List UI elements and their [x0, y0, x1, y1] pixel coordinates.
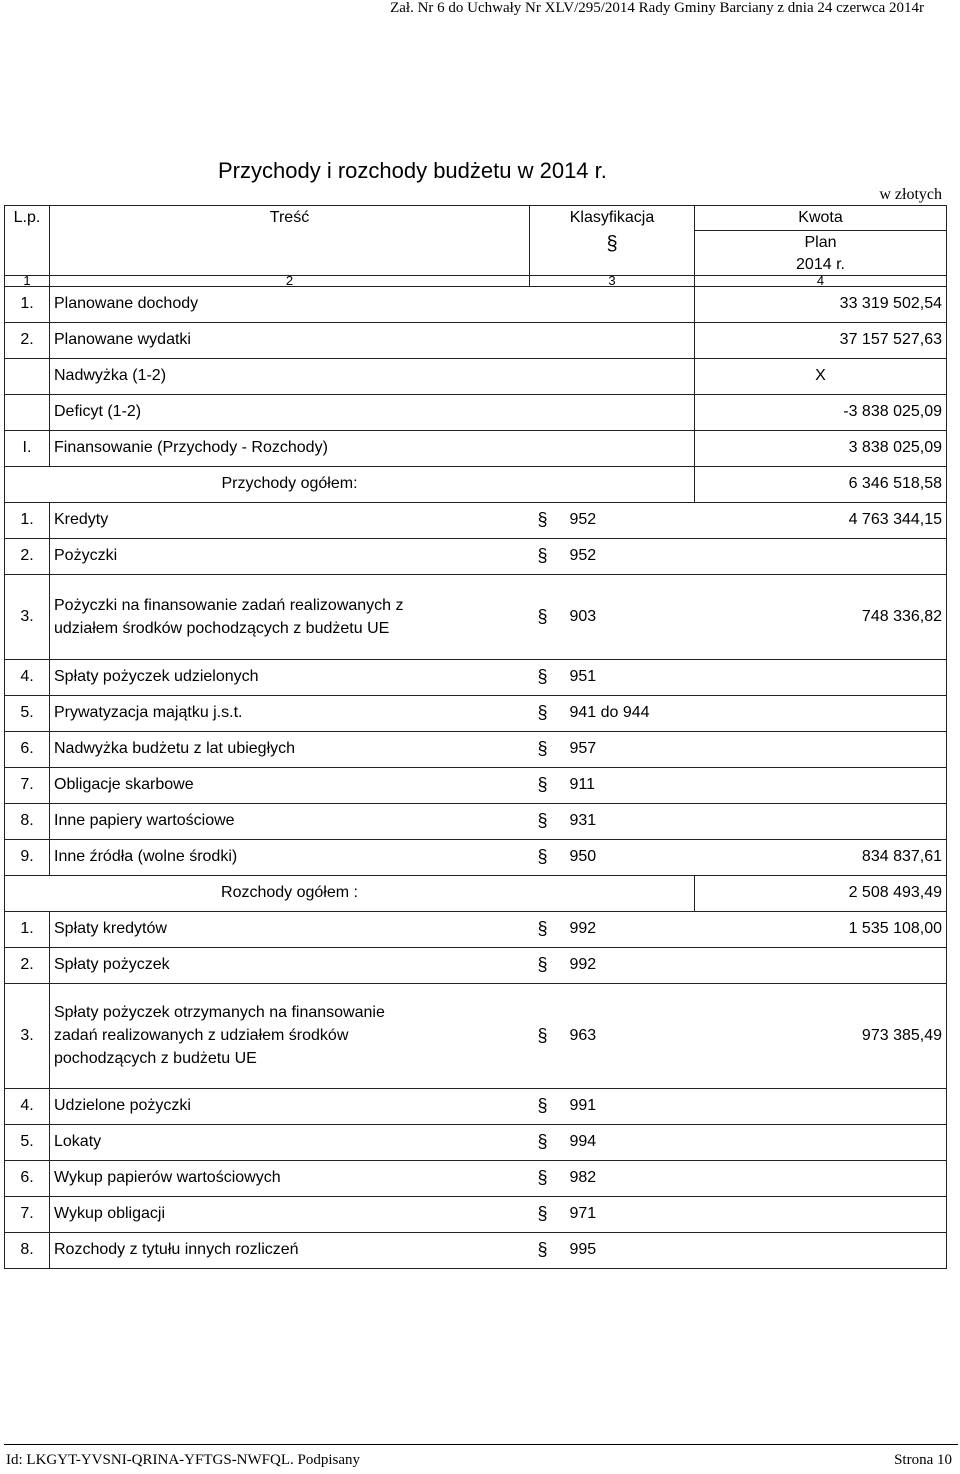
- row-kwota: [695, 1088, 947, 1124]
- row-lp: [5, 394, 50, 430]
- row-klasyfikacja: [530, 1088, 695, 1124]
- row-klasyfikacja: [530, 911, 695, 947]
- header-year: 2014 r.: [695, 256, 947, 276]
- przychody-label: Przychody ogółem:: [50, 466, 530, 502]
- section-symbol: §: [537, 666, 548, 687]
- row-kwota: [695, 1124, 947, 1160]
- row-tresc: [50, 983, 530, 1088]
- row-kwota: 37 157 527,63: [695, 322, 947, 358]
- column-number: 3: [530, 275, 695, 286]
- row-kwota: 33 319 502,54: [695, 286, 947, 322]
- row-klasyfikacja: [530, 839, 695, 875]
- section-symbol: §: [537, 774, 548, 795]
- row-kwota: [695, 731, 947, 767]
- table-row: [5, 1160, 947, 1196]
- header-cell: [50, 256, 530, 276]
- row-klasyfikacja: [530, 358, 695, 394]
- page-title: Przychody i rozchody budżetu w 2014 r.: [218, 158, 607, 183]
- row-klasyfikacja: [530, 695, 695, 731]
- unit-note: w złotych: [879, 186, 942, 203]
- row-kwota: X: [695, 358, 947, 394]
- budget-table: [4, 205, 947, 1269]
- row-kwota: [695, 1232, 947, 1268]
- rozchody-total-row: [5, 875, 947, 911]
- row-lp: 5.: [5, 695, 50, 731]
- row-tresc: Kredyty: [50, 502, 530, 538]
- row-tresc-line: Pożyczki na finansowanie zadań realizowanych z: [54, 596, 404, 614]
- footer-page-number: Strona 10: [894, 1452, 952, 1468]
- row-lp: 2.: [5, 947, 50, 983]
- row-tresc: Obligacje skarbowe: [50, 767, 530, 803]
- row-lp: 8.: [5, 803, 50, 839]
- row-lp: 3.: [5, 574, 50, 659]
- table-row: [5, 394, 947, 430]
- row-lp: 1.: [5, 286, 50, 322]
- table-row: [5, 286, 947, 322]
- row-lp: I.: [5, 430, 50, 466]
- footer-divider: [4, 1444, 958, 1445]
- row-tresc: Deficyt (1-2): [50, 394, 530, 430]
- section-symbol: §: [537, 1167, 548, 1188]
- document-header: Zał. Nr 6 do Uchwały Nr XLV/295/2014 Rady Gminy Barciany z dnia 24 czerwca 2014r: [390, 0, 924, 16]
- row-lp: 9.: [5, 839, 50, 875]
- row-klasyfikacja-value: 941 do 944: [569, 704, 650, 721]
- row-lp: 8.: [5, 1232, 50, 1268]
- row-tresc: Wykup obligacji: [50, 1196, 530, 1232]
- header-cell: [50, 231, 530, 256]
- column-number-row: [5, 275, 947, 286]
- row-tresc: Finansowanie (Przychody - Rozchody): [50, 430, 530, 466]
- column-number: 1: [5, 275, 50, 286]
- row-lp: [5, 358, 50, 394]
- row-lp: 5.: [5, 1124, 50, 1160]
- table-row: [5, 1088, 947, 1124]
- row-kwota: 973 385,49: [695, 983, 947, 1088]
- row-klasyfikacja: [530, 538, 695, 574]
- table-row: [5, 839, 947, 875]
- row-tresc: Wykup papierów wartościowych: [50, 1160, 530, 1196]
- row-klasyfikacja: [530, 803, 695, 839]
- row-lp: 6.: [5, 1160, 50, 1196]
- section-symbol: §: [537, 918, 548, 939]
- row-lp: 1.: [5, 502, 50, 538]
- section-symbol: §: [537, 702, 548, 723]
- header-plan: Plan: [695, 231, 947, 256]
- table-row: [5, 767, 947, 803]
- row-klasyfikacja: [530, 983, 695, 1088]
- table-row: [5, 322, 947, 358]
- row-tresc: Spłaty pożyczek: [50, 947, 530, 983]
- row-tresc: Udzielone pożyczki: [50, 1088, 530, 1124]
- row-klasyfikacja-value: 951: [569, 668, 597, 685]
- row-klasyfikacja-value: 931: [569, 812, 597, 829]
- row-lp: 6.: [5, 731, 50, 767]
- row-klasyfikacja: [530, 286, 695, 322]
- section-symbol: §: [537, 954, 548, 975]
- row-kwota: 748 336,82: [695, 574, 947, 659]
- row-tresc: [50, 574, 530, 659]
- row-lp: 3.: [5, 983, 50, 1088]
- row-tresc: Spłaty pożyczek udzielonych: [50, 659, 530, 695]
- row-klasyfikacja-value: 950: [569, 848, 597, 865]
- row-tresc: Nadwyżka (1-2): [50, 358, 530, 394]
- rozchody-total: 2 508 493,49: [695, 875, 947, 911]
- row-lp: 7.: [5, 1196, 50, 1232]
- row-klasyfikacja: [530, 767, 695, 803]
- row-klasyfikacja: [530, 502, 695, 538]
- row-lp: [5, 466, 50, 502]
- row-kwota: [695, 538, 947, 574]
- column-number: 2: [50, 275, 530, 286]
- row-kwota: [695, 947, 947, 983]
- header-section-symbol: [530, 231, 695, 256]
- row-klasyfikacja: [530, 1232, 695, 1268]
- row-klasyfikacja: [530, 322, 695, 358]
- table-row: [5, 803, 947, 839]
- table-row: [5, 502, 947, 538]
- table-row: [5, 947, 947, 983]
- table-row: [5, 358, 947, 394]
- section-symbol: §: [537, 606, 548, 626]
- section-symbol: §: [537, 846, 548, 867]
- row-tresc: Rozchody z tytułu innych rozliczeń: [50, 1232, 530, 1268]
- row-kwota: -3 838 025,09: [695, 394, 947, 430]
- row-kwota: 834 837,61: [695, 839, 947, 875]
- section-symbol: §: [537, 1025, 548, 1045]
- footer-document-id: Id: LKGYT-YVSNI-QRINA-YFTGS-NWFQL. Podpisany: [6, 1452, 361, 1468]
- row-klasyfikacja: [530, 394, 695, 430]
- row-klasyfikacja-value: 952: [569, 547, 597, 564]
- row-klasyfikacja-value: 992: [569, 956, 597, 973]
- row-klasyfikacja: [530, 875, 695, 911]
- row-klasyfikacja-value: 911: [569, 776, 596, 793]
- row-klasyfikacja: [530, 466, 695, 502]
- row-tresc-line: zadań realizowanych z udziałem środków: [54, 1027, 349, 1044]
- table-row: [5, 731, 947, 767]
- row-kwota: [695, 1196, 947, 1232]
- row-kwota: 4 763 344,15: [695, 502, 947, 538]
- row-tresc: Lokaty: [50, 1124, 530, 1160]
- header-cell: [5, 231, 50, 256]
- row-tresc: Pożyczki: [50, 538, 530, 574]
- row-lp: 2.: [5, 538, 50, 574]
- row-tresc: Prywatyzacja majątku j.s.t.: [50, 695, 530, 731]
- header-cell: [530, 256, 695, 276]
- row-klasyfikacja: [530, 1160, 695, 1196]
- table-row: [5, 1232, 947, 1268]
- section-symbol: §: [537, 810, 548, 831]
- row-kwota: [695, 767, 947, 803]
- table-header-row: [5, 206, 947, 231]
- row-lp: [5, 875, 50, 911]
- header-kwota: Kwota: [695, 206, 947, 231]
- row-klasyfikacja: [530, 574, 695, 659]
- row-kwota: [695, 695, 947, 731]
- table-row: [5, 538, 947, 574]
- table-row: [5, 659, 947, 695]
- header-cell: [5, 256, 50, 276]
- table-row: [5, 911, 947, 947]
- table-header-row: [5, 231, 947, 256]
- table-row: [5, 430, 947, 466]
- row-tresc: Inne źródła (wolne środki): [50, 839, 530, 875]
- row-klasyfikacja: [530, 659, 695, 695]
- row-klasyfikacja-value: 995: [569, 1241, 597, 1258]
- row-klasyfikacja-value: 971: [569, 1205, 597, 1222]
- row-klasyfikacja-value: 991: [569, 1097, 597, 1114]
- row-klasyfikacja: [530, 430, 695, 466]
- section-symbol: §: [537, 545, 548, 566]
- section-symbol: §: [537, 738, 548, 759]
- row-kwota: 3 838 025,09: [695, 430, 947, 466]
- table-row: [5, 983, 947, 1088]
- row-lp: 1.: [5, 911, 50, 947]
- section-symbol: §: [537, 1239, 548, 1260]
- row-klasyfikacja-value: 982: [569, 1169, 597, 1186]
- row-lp: 4.: [5, 659, 50, 695]
- row-kwota: [695, 803, 947, 839]
- table-row: [5, 1124, 947, 1160]
- section-symbol: §: [537, 1203, 548, 1224]
- przychody-total: 6 346 518,58: [695, 466, 947, 502]
- row-kwota: [695, 659, 947, 695]
- row-tresc: Nadwyżka budżetu z lat ubiegłych: [50, 731, 530, 767]
- row-klasyfikacja: [530, 947, 695, 983]
- row-tresc: Planowane wydatki: [50, 322, 530, 358]
- row-klasyfikacja-value: 994: [569, 1133, 597, 1150]
- przychody-total-row: [5, 466, 947, 502]
- row-lp: 4.: [5, 1088, 50, 1124]
- header-lp: L.p.: [5, 206, 50, 231]
- section-symbol: §: [537, 1131, 548, 1152]
- row-tresc-line: Spłaty pożyczek otrzymanych na finansowanie: [54, 1004, 385, 1021]
- row-tresc: Inne papiery wartościowe: [50, 803, 530, 839]
- table-header-row: [5, 256, 947, 276]
- rozchody-label: Rozchody ogółem :: [50, 875, 530, 911]
- row-lp: 2.: [5, 322, 50, 358]
- header-klasyfikacja: Klasyfikacja: [530, 206, 695, 231]
- section-symbol: §: [537, 1095, 548, 1116]
- row-klasyfikacja: [530, 1124, 695, 1160]
- section-symbol: §: [606, 232, 618, 255]
- row-klasyfikacja-value: 903: [569, 607, 597, 625]
- row-tresc-line: udziałem środków pochodzących z budżetu UE: [54, 619, 390, 637]
- table-row: [5, 695, 947, 731]
- row-tresc: Spłaty kredytów: [50, 911, 530, 947]
- row-klasyfikacja-value: 963: [569, 1026, 597, 1044]
- row-klasyfikacja: [530, 731, 695, 767]
- row-tresc: Planowane dochody: [50, 286, 530, 322]
- row-kwota: [695, 1160, 947, 1196]
- row-kwota: 1 535 108,00: [695, 911, 947, 947]
- section-symbol: §: [537, 509, 548, 530]
- header-tresc: Treść: [50, 206, 530, 231]
- column-number: 4: [695, 275, 947, 286]
- row-klasyfikacja-value: 992: [569, 920, 597, 937]
- row-klasyfikacja: [530, 1196, 695, 1232]
- row-klasyfikacja-value: 957: [569, 740, 597, 757]
- table-row: [5, 1196, 947, 1232]
- row-tresc-line: pochodzących z budżetu UE: [54, 1050, 257, 1067]
- row-lp: 7.: [5, 767, 50, 803]
- table-row: [5, 574, 947, 659]
- row-klasyfikacja-value: 952: [569, 511, 597, 528]
